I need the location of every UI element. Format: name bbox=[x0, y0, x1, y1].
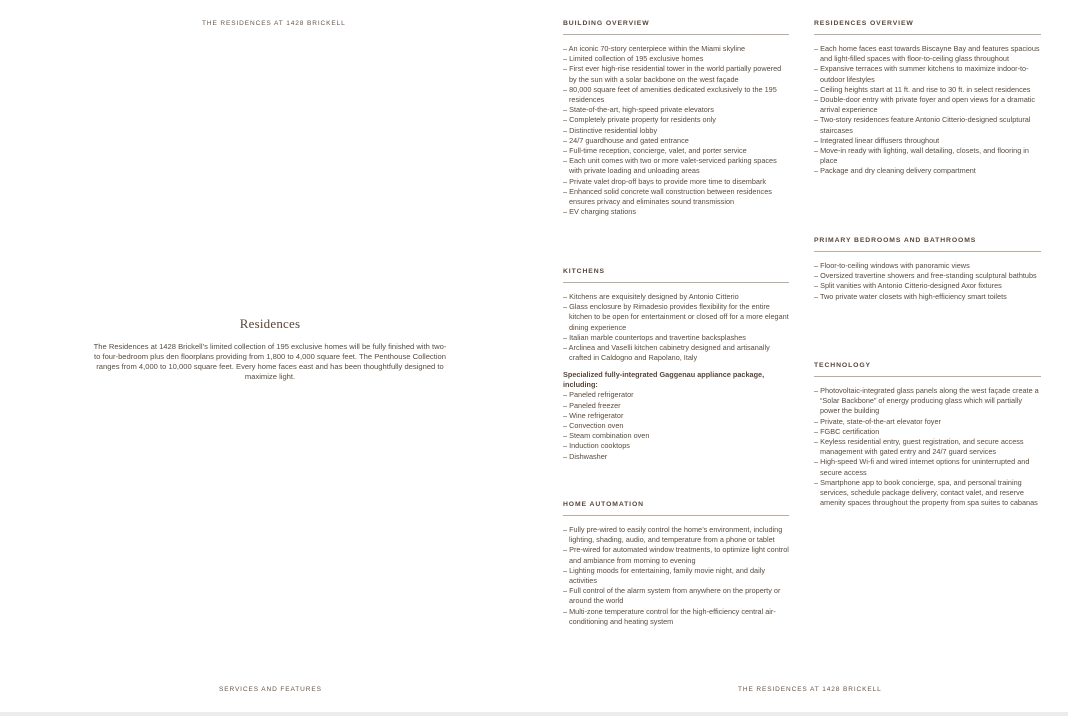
list-item: – Arclinea and Vaselli kitchen cabinetry designed and artisanally crafted in Caldogno and Rapolano, Italy bbox=[563, 343, 770, 363]
section-heading: KITCHENS bbox=[563, 268, 789, 283]
list-item: – Paneled refrigerator bbox=[563, 390, 634, 400]
intro-block bbox=[90, 316, 450, 382]
list-item: – Wine refrigerator bbox=[563, 410, 624, 420]
list-item: – Split vanities with Antonio Citterio-designed Axor fixtures bbox=[814, 281, 1002, 291]
list-item: – Convection oven bbox=[563, 421, 624, 431]
list-item: – Full control of the alarm system from anywhere on the property or around the world bbox=[563, 586, 781, 606]
right-page bbox=[540, 0, 1068, 712]
building-overview-list bbox=[563, 44, 789, 217]
appliance-subheading: Specialized fully-integrated Gaggenau appliance package, including: bbox=[563, 370, 765, 390]
list-item: – Each home faces east towards Biscayne Bay and features spacious and light-filled spaces with floor-to-ceiling glass throughout bbox=[814, 44, 1040, 64]
home-automation-list bbox=[563, 525, 789, 627]
section-heading: PRIMARY BEDROOMS AND BATHROOMS bbox=[814, 237, 1041, 252]
list-item: – Double-door entry with private foyer and open views for a dramatic arrival experience bbox=[814, 95, 1036, 115]
kitchens-section bbox=[563, 268, 789, 462]
list-item: – State-of-the-art, high-speed private elevators bbox=[563, 105, 714, 115]
list-item: – Fully pre-wired to easily control the home’s environment, including lighting, shading, audio, and temperature from a phone or tablet bbox=[563, 525, 783, 545]
list-item: – Floor-to-ceiling windows with panoramic views bbox=[814, 261, 970, 270]
home-automation-section bbox=[563, 501, 789, 627]
right-footer: THE RESIDENCES AT 1428 BRICKELL bbox=[738, 686, 882, 693]
list-item: – Glass enclosure by Rimadesio provides flexibility for the entire kitchen to be open for entertainment or closed off for a more elegant dining experience bbox=[563, 302, 789, 332]
list-item: – Pre-wired for automated window treatments, to optimize light control and ambiance from morning to evening bbox=[563, 545, 789, 565]
list-item: – Two-story residences feature Antonio Citterio-designed sculptural staircases bbox=[814, 115, 1031, 135]
list-item: – Paneled freezer bbox=[563, 400, 621, 410]
list-item: – Oversized travertine showers and free-standing sculptural bathtubs bbox=[814, 271, 1037, 281]
list-item: – First ever high-rise residential tower in the world partially powered by the sun with a solar backbone on the west façade bbox=[563, 64, 782, 84]
list-item: – Keyless residential entry, guest registration, and secure access management with gated entry and 24/7 guard services bbox=[814, 437, 1024, 457]
technology-section bbox=[814, 362, 1041, 508]
list-item: – Enhanced solid concrete wall construction between residences ensures privacy and eliminates sound transmission bbox=[563, 186, 772, 207]
building-overview-section bbox=[563, 20, 789, 217]
intro-paragraph: The Residences at 1428 Brickell’s limited collection of 195 exclusive homes will be fully finished with two- to four-bedroom plus den floorplans providing from 1,800 to 4,000 square feet. The Penthouse Collection ranges from 4,000 to 10,000 square feet. Every home faces east and has been thoughtfully designed to maximize light. bbox=[93, 342, 447, 381]
list-item: – Multi-zone temperature control for the high-efficiency central air-conditioning and heating system bbox=[563, 606, 776, 626]
list-item: – 80,000 square feet of amenities dedicated exclusively to the 195 residences bbox=[563, 84, 777, 105]
list-item: – Limited collection of 195 exclusive homes bbox=[563, 54, 704, 64]
viewer-bottom-edge bbox=[0, 712, 1068, 716]
list-item: – Dishwasher bbox=[563, 451, 608, 461]
list-item: – Smartphone app to book concierge, spa, and personal training services, schedule package delivery, contact valet, and reserve amenity spaces throughout the property from spa suites to cabanas bbox=[814, 477, 1038, 508]
list-item: – Kitchens are exquisitely designed by Antonio Citterio bbox=[563, 292, 739, 301]
section-heading: RESIDENCES OVERVIEW bbox=[814, 20, 1041, 35]
list-item: – Package and dry cleaning delivery compartment bbox=[814, 166, 976, 176]
list-item: – Private, state-of-the-art elevator foyer bbox=[814, 416, 941, 426]
intro-title: Residences bbox=[239, 316, 301, 331]
list-item: – Lighting moods for entertaining, family movie night, and daily activities bbox=[563, 565, 765, 586]
residences-overview-list bbox=[814, 44, 1041, 177]
list-item: – 24/7 guardhouse and gated entrance bbox=[563, 135, 689, 145]
list-item: – Induction cooktops bbox=[563, 441, 630, 451]
section-heading: HOME AUTOMATION bbox=[563, 501, 789, 516]
residences-overview-section bbox=[814, 20, 1041, 177]
section-heading: BUILDING OVERVIEW bbox=[563, 20, 789, 35]
list-item: – Move-in ready with lighting, wall detailing, closets, and flooring in place bbox=[814, 146, 1029, 166]
primary-bedrooms-section bbox=[814, 237, 1041, 302]
list-item: – Private valet drop-off bays to provide more time to disembark bbox=[563, 176, 767, 186]
technology-list bbox=[814, 386, 1041, 508]
left-footer: SERVICES AND FEATURES bbox=[219, 686, 322, 693]
list-item: – Photovoltaic-integrated glass panels along the west façade create a “Solar Backbone” of energy producing glass which will partially power the building bbox=[814, 386, 1039, 416]
kitchens-list bbox=[563, 292, 789, 363]
appliance-list bbox=[563, 390, 789, 461]
list-item: – Two private water closets with high-efficiency smart toilets bbox=[814, 291, 1007, 301]
section-heading: TECHNOLOGY bbox=[814, 362, 1041, 377]
list-item: – High-speed Wi-fi and wired internet options for uninterrupted and secure access bbox=[814, 457, 1030, 477]
primary-bedrooms-list bbox=[814, 261, 1041, 302]
left-running-head: THE RESIDENCES AT 1428 BRICKELL bbox=[202, 20, 346, 27]
list-item: – Ceiling heights start at 11 ft. and rise to 30 ft. in select residences bbox=[814, 84, 1031, 94]
list-item: – Distinctive residential lobby bbox=[563, 125, 658, 135]
list-item: – Integrated linear diffusers throughout bbox=[814, 135, 940, 145]
list-item: – EV charging stations bbox=[563, 207, 637, 217]
list-item: – Completely private property for residents only bbox=[563, 115, 716, 125]
list-item: – FGBC certification bbox=[814, 426, 880, 436]
list-item: – Expansive terraces with summer kitchens to maximize indoor-to-outdoor lifestyles bbox=[814, 64, 1029, 84]
list-item: – Italian marble countertops and travertine backsplashes bbox=[563, 332, 746, 342]
list-item: – An iconic 70-story centerpiece within the Miami skyline bbox=[563, 44, 746, 53]
list-item: – Steam combination oven bbox=[563, 431, 650, 441]
list-item: – Each unit comes with two or more valet-serviced parking spaces with private loading and unloading areas bbox=[563, 156, 777, 176]
list-item: – Full-time reception, concierge, valet, and porter service bbox=[563, 146, 747, 156]
